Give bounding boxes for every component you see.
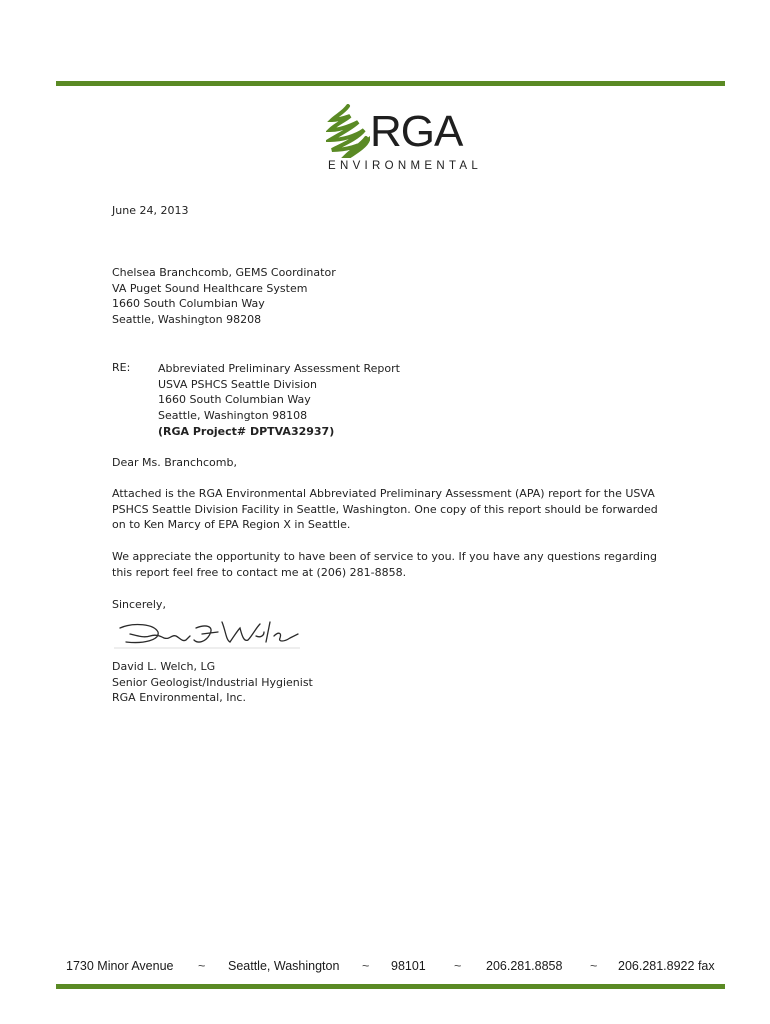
footer-rule [56, 984, 725, 989]
footer-zip: 98101 [391, 959, 426, 973]
footer-city: Seattle, Washington [228, 959, 340, 973]
salutation: Dear Ms. Branchcomb, [112, 456, 237, 469]
footer-contact [66, 959, 726, 979]
re-block [158, 361, 400, 440]
footer-phone: 206.281.8858 [486, 959, 563, 973]
body-paragraph-1: Attached is the RGA Environmental Abbreviated Preliminary Assessment (APA) report for the USVA PSHCS Seattle Division Facility in Seattle, Washington. One copy of this report should be forwarded on to Ken Marcy of EPA Region X in Seattle. [112, 487, 658, 532]
signer-name: David L. Welch, LG [112, 660, 216, 673]
recipient-block [112, 265, 336, 328]
company-logo [326, 104, 486, 174]
recipient-line: Chelsea Branchcomb, GEMS Coordinator [112, 266, 336, 279]
re-project-number: (RGA Project# DPTVA32937) [158, 424, 335, 438]
re-line: Abbreviated Preliminary Assessment Report [158, 362, 400, 375]
footer-separator: ~ [454, 959, 462, 973]
signature-image [114, 614, 304, 654]
recipient-line: Seattle, Washington 98208 [112, 313, 262, 327]
footer-separator: ~ [590, 959, 598, 973]
logo-tagline: ENVIRONMENTAL [328, 160, 483, 172]
recipient-line: VA Puget Sound Healthcare System [112, 281, 308, 295]
logo-wordmark: RGA [370, 107, 463, 156]
re-label: RE: [112, 361, 131, 374]
logo-tree-icon [326, 104, 370, 158]
re-line: Seattle, Washington 98108 [158, 409, 308, 423]
letter-date: June 24, 2013 [112, 204, 189, 217]
recipient-line: 1660 South Columbian Way [112, 297, 265, 311]
signer-block [112, 659, 313, 706]
signer-company: RGA Environmental, Inc. [112, 691, 246, 705]
footer-address: 1730 Minor Avenue [66, 959, 174, 973]
re-line: 1660 South Columbian Way [158, 393, 311, 407]
footer-separator: ~ [362, 959, 370, 973]
footer-separator: ~ [198, 959, 206, 973]
header-rule [56, 81, 725, 86]
signer-title: Senior Geologist/Industrial Hygienist [112, 675, 313, 689]
closing: Sincerely, [112, 598, 166, 611]
body-paragraph-2: We appreciate the opportunity to have been of service to you. If you have any questions regarding this report feel free to contact me at (206) 281-8858. [112, 550, 657, 579]
footer-fax: 206.281.8922 fax [618, 959, 715, 973]
re-line: USVA PSHCS Seattle Division [158, 377, 317, 391]
